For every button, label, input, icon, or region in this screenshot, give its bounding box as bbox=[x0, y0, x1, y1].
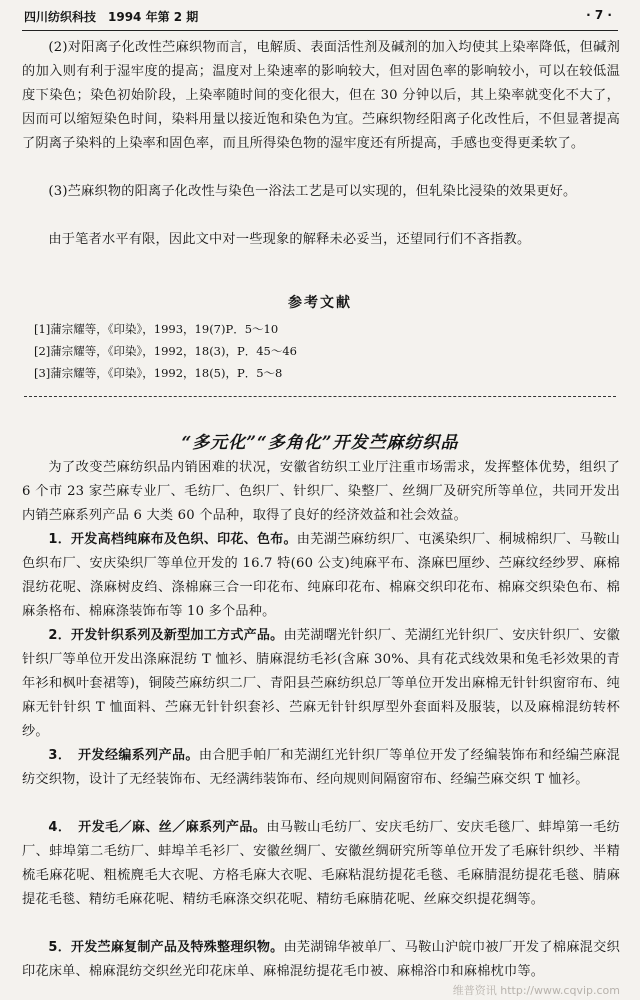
article-item bbox=[22, 744, 620, 792]
item-text: 由芜湖苎麻纺织厂、屯溪染织厂、桐城棉织厂、马鞍山色织布厂、安庆染织厂等单位开发的 16.7 特(60 公支)纯麻平布、涤麻巴厘纱、苎麻纹经纱罗、麻棉混纺花呢、涤麻树皮绉、涤棉麻三合一印花布、纯麻印花布、棉麻交织印花布、棉麻交织染色布、棉麻条格布、棉麻涤装饰布等 10 多个品种。 bbox=[22, 532, 620, 619]
article-item bbox=[22, 936, 620, 984]
item-lead: 4． 开发毛／麻、丝／麻系列产品。 bbox=[48, 820, 267, 835]
item-text: 由马鞍山毛纺厂、安庆毛纺厂、安庆毛毯厂、蚌埠第一毛纺厂、蚌埠第二毛纺厂、蚌埠羊毛衫厂、安徽丝绸厂、安徽丝绸研究所等单位开发了毛麻针织纱、半精梳毛麻花呢、粗梳麂毛大衣呢、方格毛麻大衣呢、毛麻粘混纺提花毛毯、毛麻腈混纺提花毛毯、腈麻提花毛毯、精纺毛麻花呢、精纺毛麻涤交织花呢、精纺毛麻腈花呢、丝麻交织提花绸等。 bbox=[22, 820, 620, 907]
references-title: 参考文献 bbox=[288, 295, 352, 311]
header-rule bbox=[22, 30, 618, 31]
article-divider bbox=[24, 396, 616, 397]
reference-item: [1]蒲宗耀等，《印染》，1993，19(7)P．5～10 bbox=[34, 322, 279, 336]
item-text: 由芜湖锦华被单厂、马鞍山沪皖巾被厂开发了棉麻混交织印花床单、棉麻混纺交织丝光印花床单、麻棉混纺提花毛巾被、麻棉浴巾和麻棉枕巾等。 bbox=[22, 940, 620, 979]
article-intro: 为了改变苎麻纺织品内销困难的状况，安徽省纺织工业厅注重市场需求，发挥整体优势，组织了 6 个市 23 家苎麻专业厂、毛纺厂、色织厂、针织厂、染整厂、丝绸厂及研究所等单位，共同开发出内销苎麻系列产品 6 大类 60 个品种，取得了良好的经济效益和社会效益。 bbox=[22, 460, 620, 523]
item-lead: 1．开发高档纯麻布及色织、印花、色布。 bbox=[48, 532, 297, 547]
article-item bbox=[22, 816, 620, 912]
references-list bbox=[34, 318, 297, 384]
page-header bbox=[24, 8, 616, 26]
conclusion-3: (3)苎麻织物的阳离子化改性与染色一浴法工艺是可以实现的，但轧染比浸染的效果更好。 bbox=[48, 184, 577, 199]
item-text: 由芜湖曙光针织厂、芜湖红光针织厂、安庆针织厂、安徽针织厂等单位开发出涤麻混纺 T 恤衫、腈麻混纺毛衫(含麻 30%、具有花式线效果和兔毛衫效果的青年衫和枫叶套裙等)，铜陵苎麻纺织二厂、青阳县苎麻纺织总厂等单位开发出麻棉无针针织窗帘布、纯麻无针针织 T 恤面料、苎麻无针针织套衫、苎麻无针针织厚型外套面料及服装，以及麻棉混纺转杯纱。 bbox=[22, 628, 620, 739]
conclusion-2: (2)对阳离子化改性苎麻织物而言，电解质、表面活性剂及碱剂的加入均使其上染率降低，但碱剂的加入则有利于湿牢度的提高；温度对上染速率的影响较大，但对固色率的影响较小，可以在较低温度下染色；染色初始阶段，上染率随时间的变化很大，但在 30 分钟以后，其上染率就变化不大了，因而可以缩短染色时间，染料用量以接近饱和染色为宜。苎麻织物经阳离子化改性后，不但显著提高了阴离子染料的上染率和固色率，而且所得染色物的湿牢度还有所提高，手感也变得更柔软了。 bbox=[22, 40, 620, 151]
journal-name: 四川纺织科技 1994 年第 2 期 bbox=[24, 10, 199, 24]
article-title: “多元化”“多角化”开发苎麻纺织品 bbox=[181, 433, 459, 453]
item-text: 由合肥手帕厂和芜湖红光针织厂等单位开发了经编装饰布和经编苎麻混纺交织物，设计了无经装饰布、无经满纬装饰布、经向规则间隔窗帘布、经编苎麻交织 T 恤衫。 bbox=[22, 748, 620, 787]
watermark: 维普资讯 http://www.cqvip.com bbox=[452, 984, 620, 997]
item-lead: 3． 开发经编系列产品。 bbox=[48, 748, 199, 763]
reference-item: [2]蒲宗耀等，《印染》，1992，18(3)，P．45～46 bbox=[34, 344, 297, 358]
article-item bbox=[22, 624, 620, 744]
author-note: 由于笔者水平有限，因此文中对一些现象的解释未必妥当，还望同行们不吝指教。 bbox=[48, 232, 531, 247]
item-lead: 5．开发苎麻复制产品及特殊整理织物。 bbox=[48, 940, 284, 955]
reference-item: [3]蒲宗耀等，《印染》，1992，18(5)，P．5～8 bbox=[34, 366, 283, 380]
article-item bbox=[22, 528, 620, 624]
item-lead: 2．开发针织系列及新型加工方式产品。 bbox=[48, 628, 284, 643]
page-number: · 7 · bbox=[586, 8, 612, 22]
